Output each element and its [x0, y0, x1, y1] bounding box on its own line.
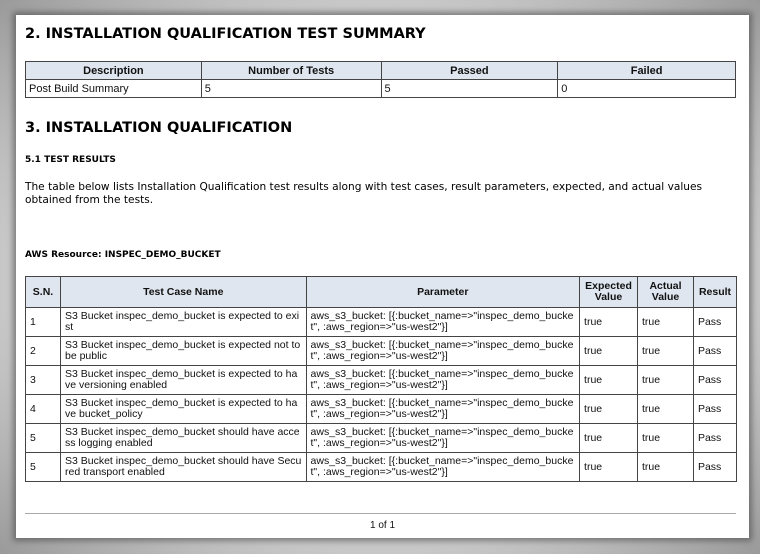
row-parameter: aws_s3_bucket: [{:bucket_name=>"inspec_demo_bucket", :aws_region=>"us-west2"}] — [306, 453, 580, 482]
row-test-case-name: S3 Bucket inspec_demo_bucket is expected to have versioning enabled — [60, 366, 306, 395]
summary-header: Passed — [381, 62, 558, 80]
row-expected-value: true — [580, 395, 638, 424]
row-sn: 2 — [26, 337, 61, 366]
row-expected-value: true — [580, 308, 638, 337]
header-result: Result — [693, 277, 736, 308]
table-row — [26, 337, 737, 366]
summary-header: Failed — [558, 62, 736, 80]
row-test-case-name: S3 Bucket inspec_demo_bucket is expected not to be public — [60, 337, 306, 366]
row-result: Pass — [693, 424, 736, 453]
row-parameter: aws_s3_bucket: [{:bucket_name=>"inspec_demo_bucket", :aws_region=>"us-west2"}] — [306, 424, 580, 453]
row-parameter: aws_s3_bucket: [{:bucket_name=>"inspec_demo_bucket", :aws_region=>"us-west2"}] — [306, 366, 580, 395]
row-sn: 1 — [26, 308, 61, 337]
test-results-table — [25, 276, 737, 482]
row-result: Pass — [693, 337, 736, 366]
row-test-case-name: S3 Bucket inspec_demo_bucket should have Secured transport enabled — [60, 453, 306, 482]
header-test-case-name: Test Case Name — [60, 277, 306, 308]
row-parameter: aws_s3_bucket: [{:bucket_name=>"inspec_demo_bucket", :aws_region=>"us-west2"}] — [306, 337, 580, 366]
header-parameter: Parameter — [306, 277, 580, 308]
results-header-row — [26, 277, 737, 308]
summary-header: Number of Tests — [201, 62, 381, 80]
summary-cell: 5 — [381, 80, 558, 98]
table-row — [26, 424, 737, 453]
row-expected-value: true — [580, 424, 638, 453]
row-actual-value: true — [638, 395, 694, 424]
row-sn: 5 — [26, 424, 61, 453]
row-expected-value: true — [580, 366, 638, 395]
row-result: Pass — [693, 308, 736, 337]
summary-row — [26, 80, 736, 98]
row-actual-value: true — [638, 424, 694, 453]
table-row — [26, 453, 737, 482]
section-2-title: 2. INSTALLATION QUALIFICATION TEST SUMMARY — [25, 26, 426, 42]
header-actual-value: Actual Value — [638, 277, 694, 308]
summary-header: Description — [26, 62, 202, 80]
table-row — [26, 366, 737, 395]
row-sn: 5 — [26, 453, 61, 482]
row-parameter: aws_s3_bucket: [{:bucket_name=>"inspec_demo_bucket", :aws_region=>"us-west2"}] — [306, 308, 580, 337]
document-page — [16, 15, 749, 538]
row-result: Pass — [693, 366, 736, 395]
description-text: The table below lists Installation Qualification test results along with test cases, result parameters, expected, and actual values obtained from the tests. — [25, 181, 703, 206]
section-3-title: 3. INSTALLATION QUALIFICATION — [25, 120, 293, 136]
summary-cell: Post Build Summary — [26, 80, 202, 98]
row-actual-value: true — [638, 337, 694, 366]
table-row — [26, 308, 737, 337]
row-result: Pass — [693, 395, 736, 424]
subsection-title: 5.1 TEST RESULTS — [25, 155, 116, 165]
footer-divider — [25, 513, 736, 514]
summary-header-row — [26, 62, 736, 80]
row-expected-value: true — [580, 453, 638, 482]
summary-cell: 0 — [558, 80, 736, 98]
row-sn: 3 — [26, 366, 61, 395]
aws-resource-label: AWS Resource: INSPEC_DEMO_BUCKET — [25, 250, 221, 260]
row-test-case-name: S3 Bucket inspec_demo_bucket is expected to have bucket_policy — [60, 395, 306, 424]
row-result: Pass — [693, 453, 736, 482]
page-number: 1 of 1 — [369, 520, 396, 531]
row-test-case-name: S3 Bucket inspec_demo_bucket should have access logging enabled — [60, 424, 306, 453]
row-expected-value: true — [580, 337, 638, 366]
header-expected-value: Expected Value — [580, 277, 638, 308]
row-sn: 4 — [26, 395, 61, 424]
row-actual-value: true — [638, 453, 694, 482]
row-parameter: aws_s3_bucket: [{:bucket_name=>"inspec_demo_bucket", :aws_region=>"us-west2"}] — [306, 395, 580, 424]
summary-table — [25, 61, 736, 98]
table-row — [26, 395, 737, 424]
row-actual-value: true — [638, 308, 694, 337]
header-sn: S.N. — [26, 277, 61, 308]
row-test-case-name: S3 Bucket inspec_demo_bucket is expected to exist — [60, 308, 306, 337]
row-actual-value: true — [638, 366, 694, 395]
summary-cell: 5 — [201, 80, 381, 98]
